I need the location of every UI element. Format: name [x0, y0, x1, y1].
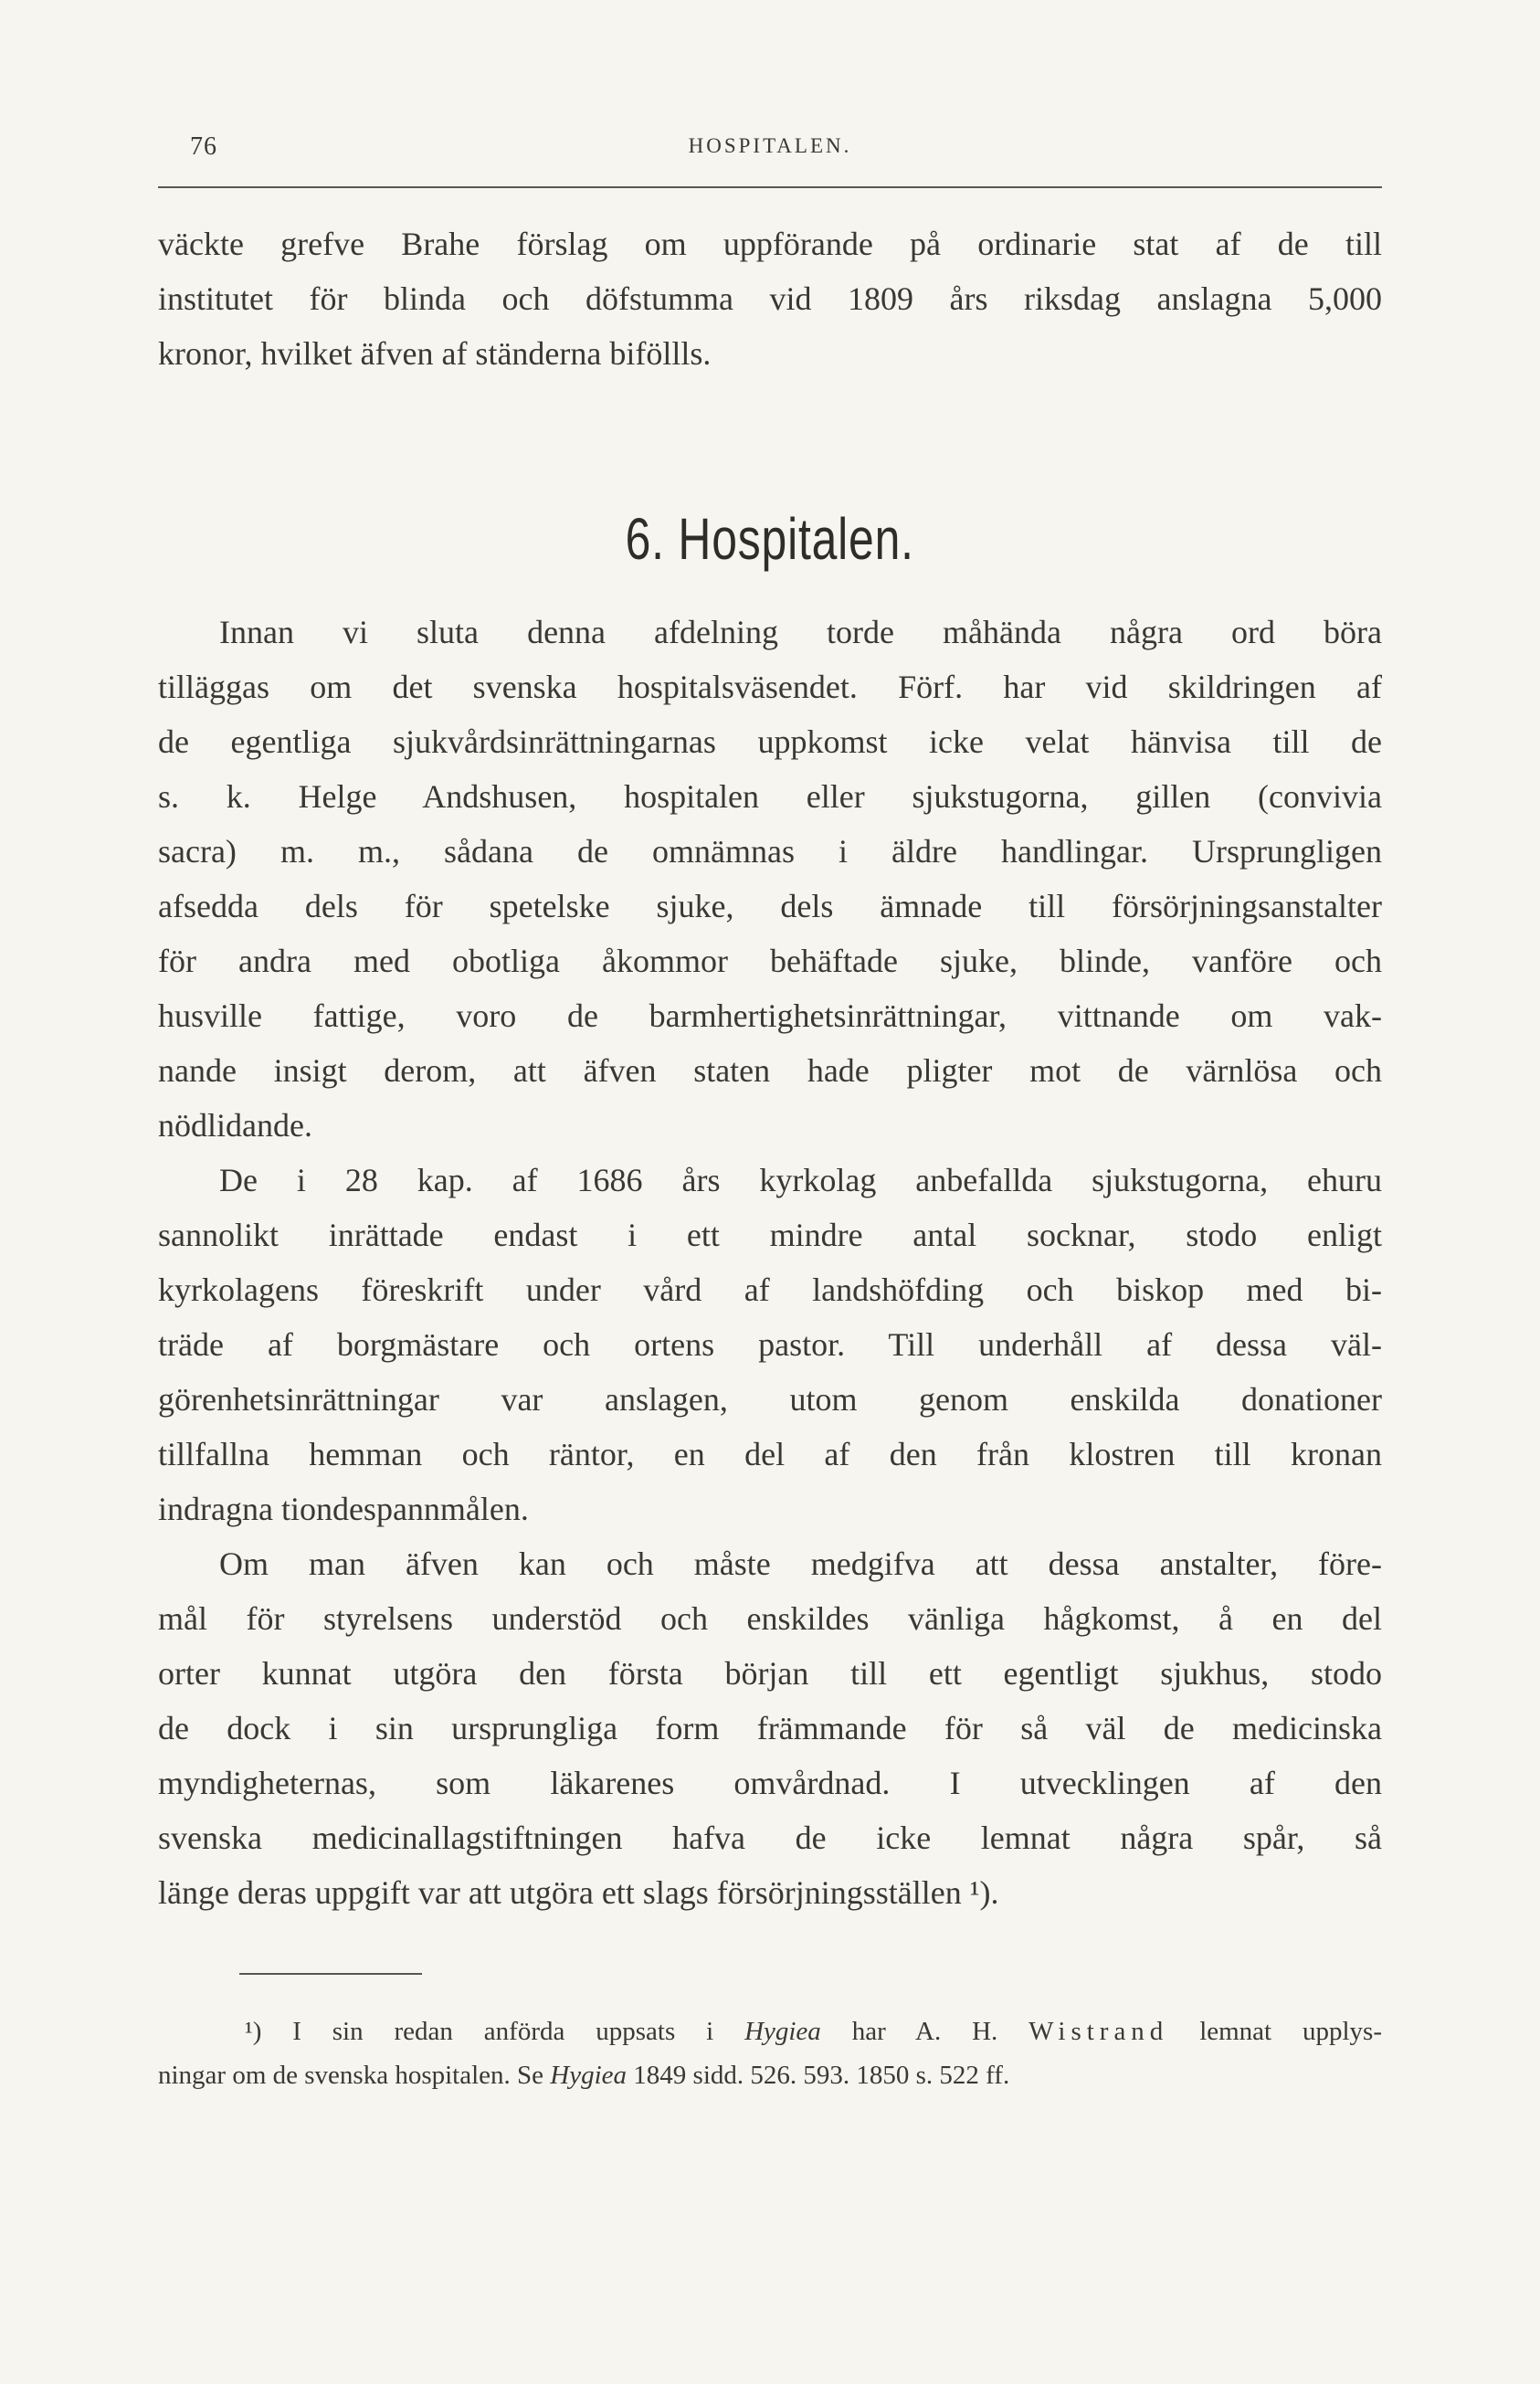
text-line: kyrkolagens föreskrift under vård af landshöfding och biskop med bi-	[158, 1271, 1382, 1308]
text-line: mål för styrelsens understöd och enskildes vänliga hågkomst, å en del	[158, 1600, 1382, 1637]
text-line: indragna tiondespannmålen.	[158, 1491, 529, 1527]
text-line: kronor, hvilket äfven af ständerna biföllls.	[158, 335, 712, 372]
section-heading-text: 6. Hospitalen.	[625, 506, 915, 572]
text-line: för andra med obotliga åkommor behäftade sjuke, blinde, vanföre och	[158, 943, 1382, 979]
footnote-text: lemnat upplys-	[1168, 2017, 1382, 2046]
intro-paragraph	[158, 216, 1382, 381]
running-head	[158, 132, 1382, 169]
text-line: institutet för blinda och döfstumma vid 1809 års riksdag anslagna 5,000	[158, 280, 1382, 317]
text-line: träde af borgmästare och ortens pastor. Till underhåll af dessa väl-	[158, 1326, 1382, 1363]
text-line: orter kunnat utgöra den första början till ett egentligt sjukhus, stodo	[158, 1655, 1382, 1692]
footnote-line	[158, 2053, 1382, 2097]
text-line: husville fattige, voro de barmhertighetsinrättningar, vittnande om vak-	[158, 997, 1382, 1034]
text-line: Innan vi sluta denna afdelning torde måhända några ord böra	[219, 614, 1382, 650]
text-line: tilläggas om det svenska hospitalsväsendet. Förf. har vid skildringen af	[158, 669, 1382, 705]
page-number: 76	[190, 132, 217, 161]
footnote-rule	[239, 1973, 422, 1975]
text-line: afsedda dels för spetelske sjuke, dels ämnade till försörjningsanstalter	[158, 888, 1382, 924]
footnote	[158, 2010, 1382, 2097]
footnote-line	[158, 2010, 1382, 2053]
text-line: sacra) m. m., sådana de omnämnas i äldre handlingar. Ursprungligen	[158, 833, 1382, 870]
text-line: länge deras uppgift var att utgöra ett slags försörjningsställen ¹).	[158, 1874, 999, 1911]
footnote-journal-title: Hygiea	[744, 2017, 821, 2046]
text-line: sannolikt inrättade endast i ett mindre antal socknar, stodo enligt	[158, 1217, 1382, 1253]
footnote-text: har A. H.	[820, 2017, 1029, 2046]
footnote-text: ningar om de svenska hospitalen. Se	[158, 2061, 551, 2090]
footnote-text: ¹) I sin redan anförda uppsats i	[245, 2017, 745, 2046]
text-line: de egentliga sjukvårdsinrättningarnas uppkomst icke velat hänvisa till de	[158, 723, 1382, 760]
text-line: s. k. Helge Andshusen, hospitalen eller sjukstugorna, gillen (convivia	[158, 778, 1382, 815]
text-line: De i 28 kap. af 1686 års kyrkolag anbefallda sjukstugorna, ehuru	[219, 1162, 1382, 1198]
header-rule	[158, 186, 1382, 188]
footnote-journal-title: Hygiea	[550, 2061, 628, 2090]
section-heading	[158, 498, 1382, 580]
running-head-title: HOSPITALEN.	[688, 134, 852, 157]
text-line: nödlidande.	[158, 1107, 312, 1144]
footnote-text: 1849 sidd. 526. 593. 1850 s. 522 ff.	[627, 2061, 1010, 2090]
body-text	[158, 605, 1382, 1920]
text-line: väckte grefve Brahe förslag om uppförande på ordinarie stat af de till	[158, 226, 1382, 262]
text-line: görenhetsinrättningar var anslagen, utom genom enskilda donationer	[158, 1381, 1382, 1418]
text-line: tillfallna hemman och räntor, en del af den från klostren till kronan	[158, 1436, 1382, 1472]
text-line: nande insigt derom, att äfven staten hade pligter mot de värnlösa och	[158, 1052, 1382, 1089]
text-line: de dock i sin ursprungliga form främmande för så väl de medicinska	[158, 1710, 1382, 1746]
text-line: myndigheternas, som läkarenes omvårdnad. I utvecklingen af den	[158, 1765, 1382, 1801]
text-line: Om man äfven kan och måste medgifva att dessa anstalter, före-	[219, 1545, 1382, 1582]
footnote-author: Wistrand	[1028, 2017, 1169, 2046]
text-line: svenska medicinallagstiftningen hafva de icke lemnat några spår, så	[158, 1820, 1382, 1856]
